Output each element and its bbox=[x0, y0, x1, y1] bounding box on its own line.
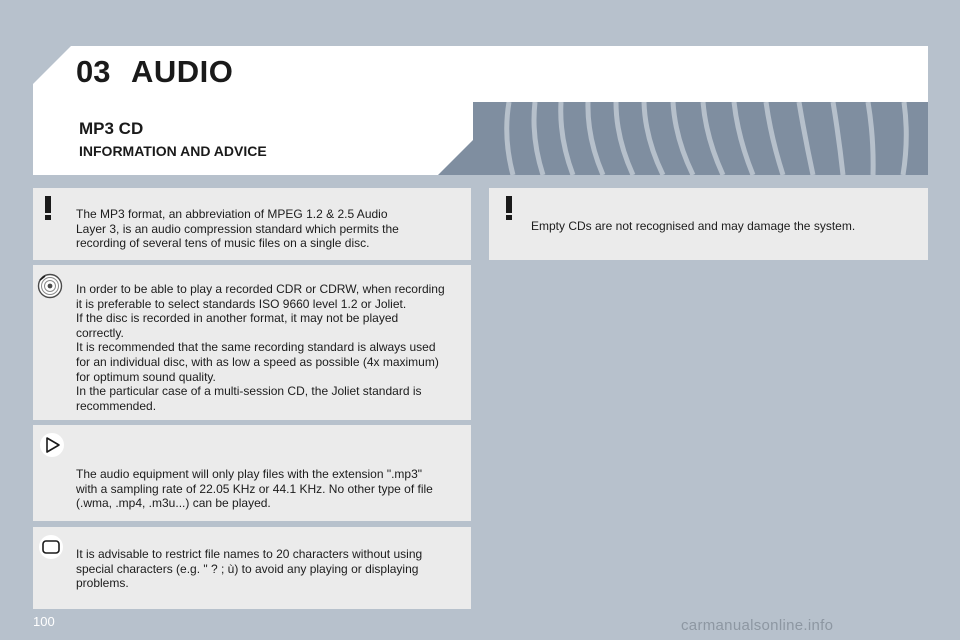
panel-text-empty-cds: Empty CDs are not recognised and may damage the system. bbox=[531, 219, 856, 233]
chapter-number: 03 bbox=[76, 54, 111, 89]
panel-text-file-names: It is advisable to restrict file names to 20 characters without using special characters (e.g. " ? ; ù) to avoid any playing or displaying problems. bbox=[76, 547, 423, 591]
panel-text-mp3-format: The MP3 format, an abbreviation of MPEG 1.2 & 2.5 Audio Layer 3, is an audio compression standard which permits the recording of several tens of music files on a single disc. bbox=[76, 207, 399, 251]
cd-disc-icon bbox=[36, 272, 64, 300]
page-number: 100 bbox=[33, 614, 55, 629]
rounded-rectangle-icon bbox=[37, 533, 65, 561]
chapter-title: AUDIO bbox=[131, 54, 234, 89]
warning-exclamation-icon bbox=[495, 194, 523, 222]
warning-exclamation-icon bbox=[34, 194, 62, 222]
play-triangle-icon bbox=[38, 431, 66, 459]
panel-text-file-extension: The audio equipment will only play files with the extension ".mp3" with a sampling rate of 22.05 KHz or 44.1 KHz. No other type of file (.wma, .mp4, .m3u...) can be played. bbox=[76, 467, 433, 511]
panel-text-recording: In order to be able to play a recorded CDR or CDRW, when recording it is preferable to select standards ISO 9660 level 1.2 or Joliet. If the disc is recorded in another format, it may not be played correctly. It is recommended that the same recording standard is always used for an individual disc, with as low a speed as possible (4x maximum) for optimum sound quality. In the particular case of a multi-session CD, the Joliet standard is recommended. bbox=[76, 282, 445, 413]
section-title: MP3 CD bbox=[79, 119, 144, 138]
watermark-text: carmanualsonline.info bbox=[681, 617, 834, 634]
section-subtitle: INFORMATION AND ADVICE bbox=[79, 143, 267, 159]
